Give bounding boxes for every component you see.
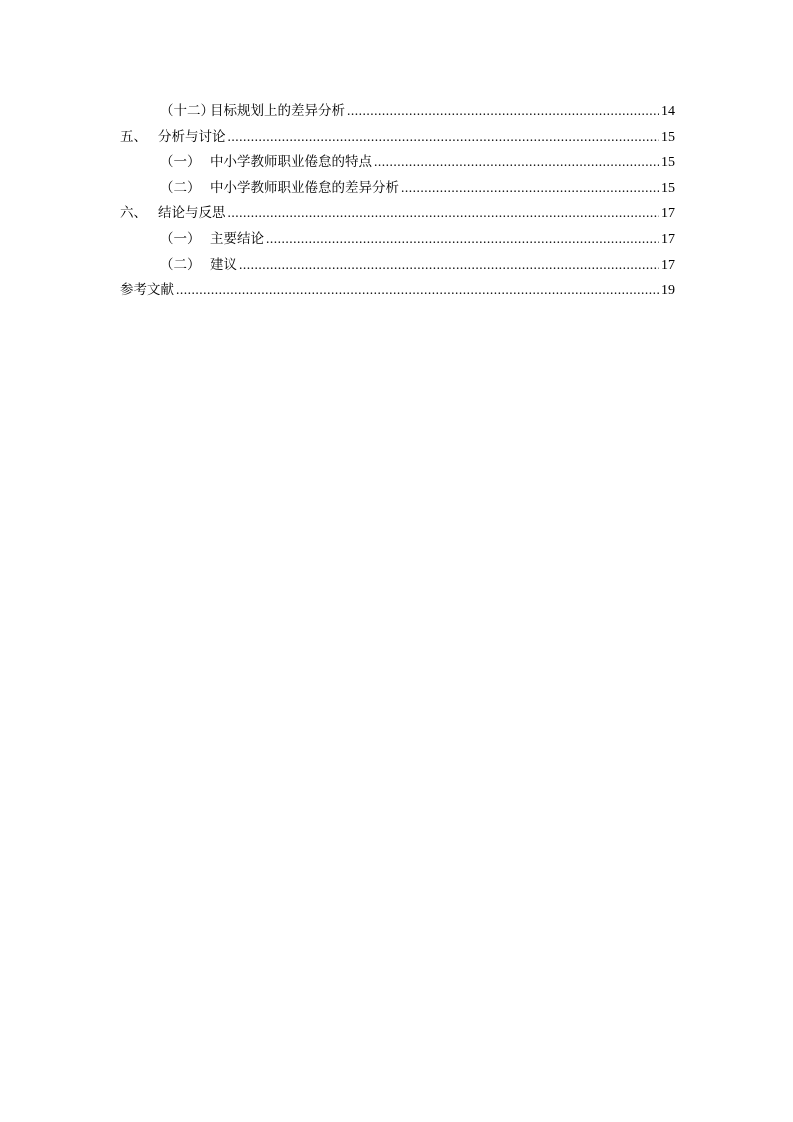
toc-entry-title: 目标规划上的差异分析 [210, 103, 345, 119]
toc-entry-title: 中小学教师职业倦怠的差异分析 [210, 179, 399, 196]
toc-dot-leader [401, 180, 659, 196]
toc-entry-number: （一） [160, 154, 201, 171]
toc-entry-page: 15 [661, 155, 675, 171]
toc-entry-number: （一） [160, 230, 201, 247]
toc-entry-number: 五、 [120, 128, 147, 145]
toc-dot-leader [228, 205, 660, 221]
toc-entry-page: 17 [661, 206, 675, 222]
toc-entry-number: 六、 [120, 205, 147, 222]
toc-entry-page: 14 [661, 104, 675, 119]
toc-entry-title: 中小学教师职业倦怠的特点 [210, 154, 372, 171]
toc-entry-page: 15 [661, 129, 675, 145]
toc-entry-page: 15 [661, 180, 675, 196]
toc-entry-number: （二） [160, 179, 201, 196]
toc-dot-leader [228, 129, 660, 145]
toc-entry[interactable] [120, 201, 675, 227]
toc-entry[interactable] [120, 125, 675, 151]
toc-entry-number: （二） [160, 256, 201, 273]
toc-entry-title: 参考文献 [120, 282, 174, 299]
toc-entry-page: 19 [661, 283, 675, 299]
toc-dot-leader [176, 282, 659, 298]
toc-entry[interactable] [120, 99, 675, 125]
toc-entry-references[interactable] [120, 278, 675, 304]
toc-entry[interactable] [120, 150, 675, 176]
toc-entry-page: 17 [661, 257, 675, 273]
toc-entry-page: 17 [661, 231, 675, 247]
toc-entry-title: 建议 [210, 256, 237, 273]
toc-entry[interactable] [120, 176, 675, 202]
toc-entry-number: （十二） [160, 103, 214, 119]
toc-entry-title: 分析与讨论 [158, 128, 226, 145]
toc-entry-title: 结论与反思 [158, 205, 226, 222]
toc-dot-leader [239, 257, 659, 273]
toc-dot-leader [266, 231, 659, 247]
toc-dot-leader [347, 103, 659, 119]
toc-entry[interactable] [120, 253, 675, 279]
toc-dot-leader [374, 154, 659, 170]
toc-entry[interactable] [120, 227, 675, 253]
toc-entry-title: 主要结论 [210, 230, 264, 247]
table-of-contents [120, 99, 675, 304]
